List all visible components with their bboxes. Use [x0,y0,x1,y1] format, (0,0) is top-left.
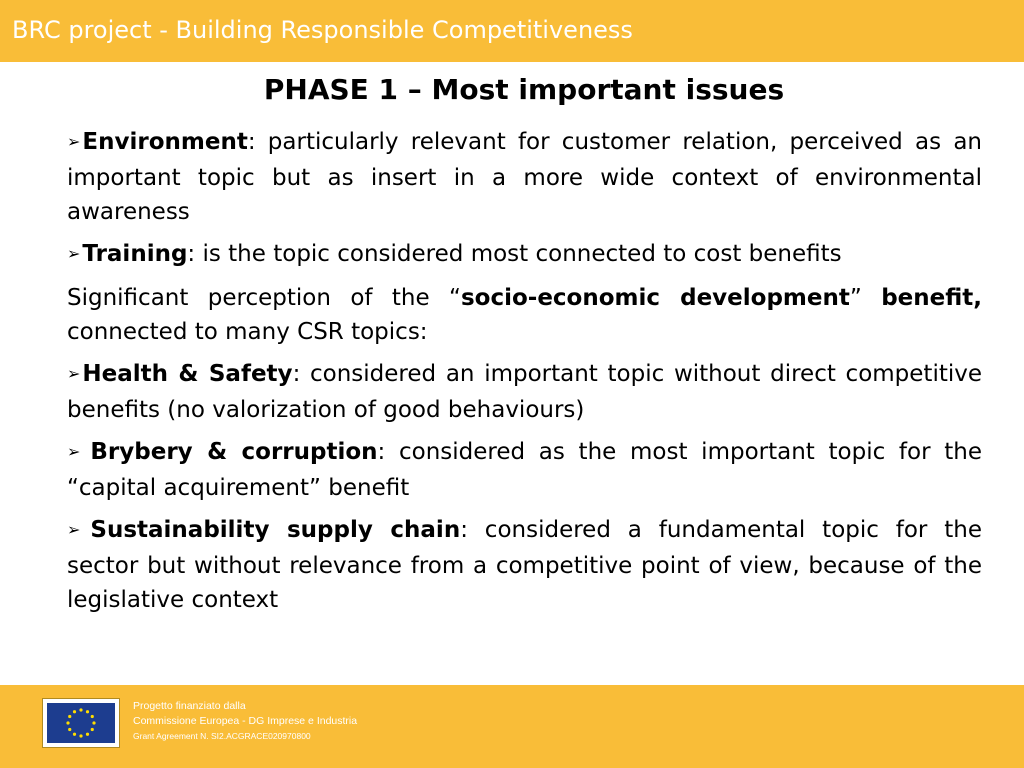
eu-flag-icon [47,703,115,743]
paragraph-lead: Significant perception of the “ [67,285,461,311]
eu-star-icon [73,710,76,713]
funding-line-2: Commissione Europea - DG Imprese e Industria [133,715,358,727]
eu-flag-frame [42,698,120,748]
eu-star-icon [68,715,71,718]
bullet-title: Sustainability supply chain [90,517,461,543]
eu-star-icon [73,733,76,736]
eu-stars [47,703,115,743]
bullet-title: Health & Safety [82,361,293,387]
bullet-text: : considered as the most important topic for the “capital acquirement” benefit [67,439,982,501]
socio-economic-paragraph [67,281,982,349]
bullet-environment [67,125,982,229]
bullet-text: : is the topic considered most connected to cost benefits [187,241,842,267]
funding-line-1: Progetto finanziato dalla [133,700,246,712]
bullet-title: Brybery & corruption [90,439,378,465]
bullet-title: Environment [82,129,248,155]
arrow-bullet-icon: ➢ [67,520,81,539]
bullet-sustainability [67,513,982,617]
bullet-brybery [67,435,982,505]
eu-star-icon [68,728,71,731]
eu-star-icon [86,710,89,713]
eu-star-icon [86,733,89,736]
bullet-title: Training [82,241,188,267]
paragraph-bold: socio-economic development [460,285,850,311]
header-bar [0,0,1024,62]
eu-star-icon [79,708,82,711]
eu-star-icon [66,721,69,724]
bullet-text: : considered an important topic without direct competitive benefits (no valorization of good behaviours) [67,361,982,423]
header-title: BRC project - Building Responsible Competitiveness [12,16,633,44]
footer-bar [0,685,1024,768]
eu-star-icon [79,734,82,737]
bullet-training [67,237,982,273]
bullet-health-safety [67,357,982,427]
eu-star-icon [91,715,94,718]
grant-agreement: Grant Agreement N. SI2.ACGRACE020970800 [133,731,311,741]
arrow-bullet-icon: ➢ [67,244,81,263]
bullet-text: : considered a fundamental topic for the sector but without relevance from a competitive point of view, because of the legislative context [67,517,982,613]
slide-title: PHASE 1 – Most important issues [263,73,785,106]
bullet-text: : particularly relevant for customer relation, perceived as an important topic but as insert in a more wide context of environmental awareness [67,129,982,225]
paragraph-bold-2: benefit, [881,285,983,311]
paragraph-tail: connected to many CSR topics: [67,319,428,345]
slide-content [67,125,982,625]
arrow-bullet-icon: ➢ [67,364,81,383]
eu-star-icon [92,721,95,724]
eu-star-icon [91,728,94,731]
arrow-bullet-icon: ➢ [67,132,81,151]
arrow-bullet-icon: ➢ [67,442,81,461]
paragraph-mid: ” [849,285,882,311]
funding-text [133,699,357,744]
